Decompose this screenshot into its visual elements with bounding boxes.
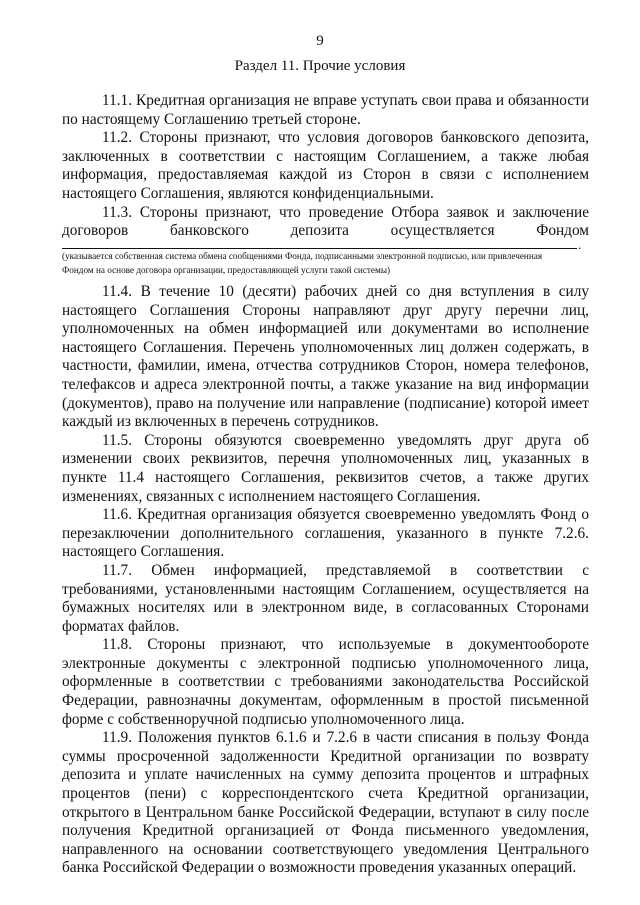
paragraph-11-7: 11.7. Обмен информацией, представляемой в соответствии с требованиями, установленными настоящим Соглашением, осуществляется на бумажных носителях или в электронном виде, в согласованных Сторонами форматах файлов.	[62, 561, 589, 635]
paragraph-11-8: 11.8. Стороны признают, что используемые в документообороте электронные документы с электронной подписью уполномоченного лица, оформленные в соответствии с требованиями законодательства Российской Федерации, равнозначны документам, оформленным в простой письменной форме с собственноручной подписью уполномоченного лица.	[62, 636, 589, 728]
text-block-upper	[62, 92, 589, 241]
paragraph-11-6: 11.6. Кредитная организация обязуется своевременно уведомлять Фонд о перезаключении дополнительного соглашения, указанного в пункте 7.2.6. настоящего Соглашения.	[62, 506, 589, 561]
paragraph-11-5: 11.5. Стороны обязуются своевременно уведомлять друг друга об изменении своих реквизитов, перечня уполномоченных лиц, указанных в пункте 11.4 настоящего Соглашения, реквизитов счетов, а также других изменениях, связанных с исполнением настоящего Соглашения.	[62, 431, 589, 505]
fill-in-caption	[62, 250, 589, 277]
paragraph-11-1: 11.1. Кредитная организация не вправе уступать свои права и обязанности по настоящему Соглашению третьей стороне.	[62, 92, 589, 128]
text-block-lower	[62, 283, 589, 878]
fill-in-line	[62, 248, 577, 249]
paragraph-11-3: 11.3. Стороны признают, что проведение Отбора заявок и заключение договоров банковского депозита осуществляется Фондом	[62, 203, 589, 240]
paragraph-11-9: 11.9. Положения пунктов 6.1.6 и 7.2.6 в части списания в пользу Фонда суммы просроченной задолженности Кредитной организации по возврату депозита и уплате начисленных на сумму депозита процентов и штрафных процентов (пени) с корреспондентского счета Кредитной организации, открытого в Центральном банке Российской Федерации, вступают в силу после получения Кредитной организацией от Фонда письменного уведомления, направленного на основании соответствующего уведомления Центрального банка Российской Федерации о возможности проведения указанных операций.	[62, 729, 589, 877]
paragraph-11-2: 11.2. Стороны признают, что условия договоров банковского депозита, заключенных в соответствии с настоящим Соглашением, а также любая информация, предоставляемая каждой из Сторон в связи с исполнением настоящего Соглашения, являются конфиденциальными.	[62, 129, 589, 202]
page-number: 9	[316, 33, 324, 49]
fill-in-caption-line-2: Фондом на основе договора организации, предоставляющей услуги такой системы)	[62, 264, 391, 275]
paragraph-11-4: 11.4. В течение 10 (десяти) рабочих дней со дня вступления в силу настоящего Соглашения Стороны направляют друг другу перечни лиц, уполномоченных на обмен информацией или документами во исполнение настоящего Соглашения. Перечень уполномоченных лиц должен содержать, в частности, фамилии, имена, отчества сотрудников Сторон, номера телефонов, телефаксов и адреса электронной почты, а также указание на вид информации (документов), право на получение или направление (подписание) которой имеет каждый из включенных в перечень сотрудников.	[62, 283, 589, 431]
section-title: Раздел 11. Прочие условия	[234, 58, 406, 74]
fill-in-caption-line-1: (указывается собственная система обмена сообщениями Фонда, подписанными электронной подписью, или привлеченная	[62, 251, 543, 261]
fill-line-period: .	[578, 237, 582, 252]
